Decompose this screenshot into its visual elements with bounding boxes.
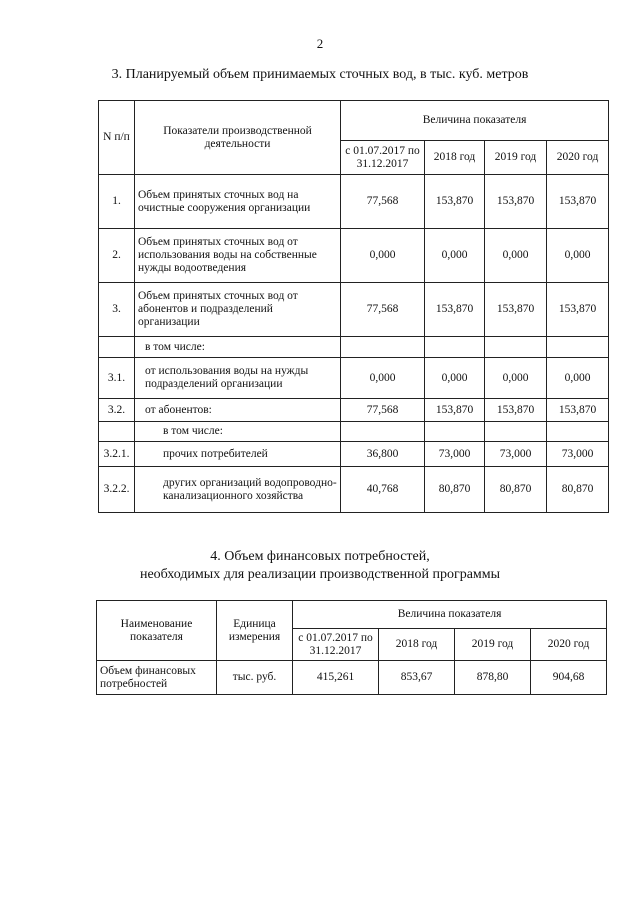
table-row [99, 467, 609, 513]
row-value: 0,000 [547, 229, 609, 283]
header-value-group: Величина показателя [341, 101, 609, 141]
row-label: прочих потребителей [135, 442, 341, 467]
row-value [547, 337, 609, 358]
row-num: 3.2.2. [99, 467, 135, 513]
row-value: 73,000 [485, 442, 547, 467]
row-num: 3. [99, 283, 135, 337]
row-label: в том числе: [135, 337, 341, 358]
row-value: 153,870 [485, 175, 547, 229]
row-value: 153,870 [485, 283, 547, 337]
row-name: Объем финансовых потребностей [97, 661, 217, 695]
table-row [99, 283, 609, 337]
row-label: Объем принятых сточных вод на очистные сооружения организации [135, 175, 341, 229]
row-num: 2. [99, 229, 135, 283]
header-period: с 01.07.2017 по 31.12.2017 [293, 629, 379, 661]
row-value: 153,870 [547, 283, 609, 337]
row-value: 415,261 [293, 661, 379, 695]
header-indicator: Показатели производственной деятельности [135, 101, 341, 175]
row-value: 878,80 [455, 661, 531, 695]
header-period: 2019 год [455, 629, 531, 661]
row-value: 77,568 [341, 283, 425, 337]
row-value: 0,000 [341, 229, 425, 283]
row-value: 36,800 [341, 442, 425, 467]
row-value: 153,870 [425, 399, 485, 422]
table-row [99, 422, 609, 442]
row-label: Объем принятых сточных вод от использования воды на собственные нужды водоотведения [135, 229, 341, 283]
row-value: 0,000 [485, 229, 547, 283]
header-num: N п/п [99, 101, 135, 175]
row-value: 904,68 [531, 661, 607, 695]
header-period: 2019 год [485, 141, 547, 175]
row-value: 153,870 [425, 283, 485, 337]
row-value: 40,768 [341, 467, 425, 513]
row-value: 80,870 [547, 467, 609, 513]
row-value [485, 422, 547, 442]
financial-needs-table [96, 600, 607, 695]
row-value: 77,568 [341, 399, 425, 422]
header-name: Наименование показателя [97, 601, 217, 661]
header-value-group: Величина показателя [293, 601, 607, 629]
table-row [99, 337, 609, 358]
row-value: 0,000 [485, 358, 547, 399]
row-value: 73,000 [547, 442, 609, 467]
table-row [99, 358, 609, 399]
row-value: 153,870 [547, 399, 609, 422]
row-value: 853,67 [379, 661, 455, 695]
row-num: 3.2.1. [99, 442, 135, 467]
row-num [99, 337, 135, 358]
row-value [485, 337, 547, 358]
row-label: в том числе: [135, 422, 341, 442]
section4-title-line2: необходимых для реализации производственной программы [139, 567, 501, 582]
row-value: 0,000 [425, 229, 485, 283]
row-label: от использования воды на нужды подразделений организации [135, 358, 341, 399]
row-value [341, 422, 425, 442]
row-label: других организаций водопроводно-канализационного хозяйства [135, 467, 341, 513]
row-unit: тыс. руб. [217, 661, 293, 695]
row-num: 1. [99, 175, 135, 229]
table-row [99, 399, 609, 422]
header-unit: Единица измерения [217, 601, 293, 661]
row-value: 153,870 [425, 175, 485, 229]
table-row [97, 661, 607, 695]
row-value: 0,000 [547, 358, 609, 399]
header-period: с 01.07.2017 по 31.12.2017 [341, 141, 425, 175]
row-value [425, 337, 485, 358]
row-value: 0,000 [425, 358, 485, 399]
header-period: 2020 год [531, 629, 607, 661]
row-value: 73,000 [425, 442, 485, 467]
row-value [547, 422, 609, 442]
header-period: 2020 год [547, 141, 609, 175]
row-value: 77,568 [341, 175, 425, 229]
wastewater-volume-table [98, 100, 609, 513]
header-period: 2018 год [379, 629, 455, 661]
row-value: 80,870 [485, 467, 547, 513]
row-value: 153,870 [485, 399, 547, 422]
row-label: Объем принятых сточных вод от абонентов и подразделений организации [135, 283, 341, 337]
row-num: 3.2. [99, 399, 135, 422]
page-number: 2 [316, 36, 324, 51]
header-period: 2018 год [425, 141, 485, 175]
row-value [341, 337, 425, 358]
row-value: 153,870 [547, 175, 609, 229]
table-row [99, 229, 609, 283]
row-value: 0,000 [341, 358, 425, 399]
row-num: 3.1. [99, 358, 135, 399]
row-num [99, 422, 135, 442]
table-row [99, 175, 609, 229]
row-value [425, 422, 485, 442]
row-value: 80,870 [425, 467, 485, 513]
row-label: от абонентов: [135, 399, 341, 422]
table-row [99, 442, 609, 467]
section4-title-line1: 4. Объем финансовых потребностей, [210, 549, 430, 564]
section3-title: 3. Планируемый объем принимаемых сточных вод, в тыс. куб. метров [111, 67, 529, 82]
